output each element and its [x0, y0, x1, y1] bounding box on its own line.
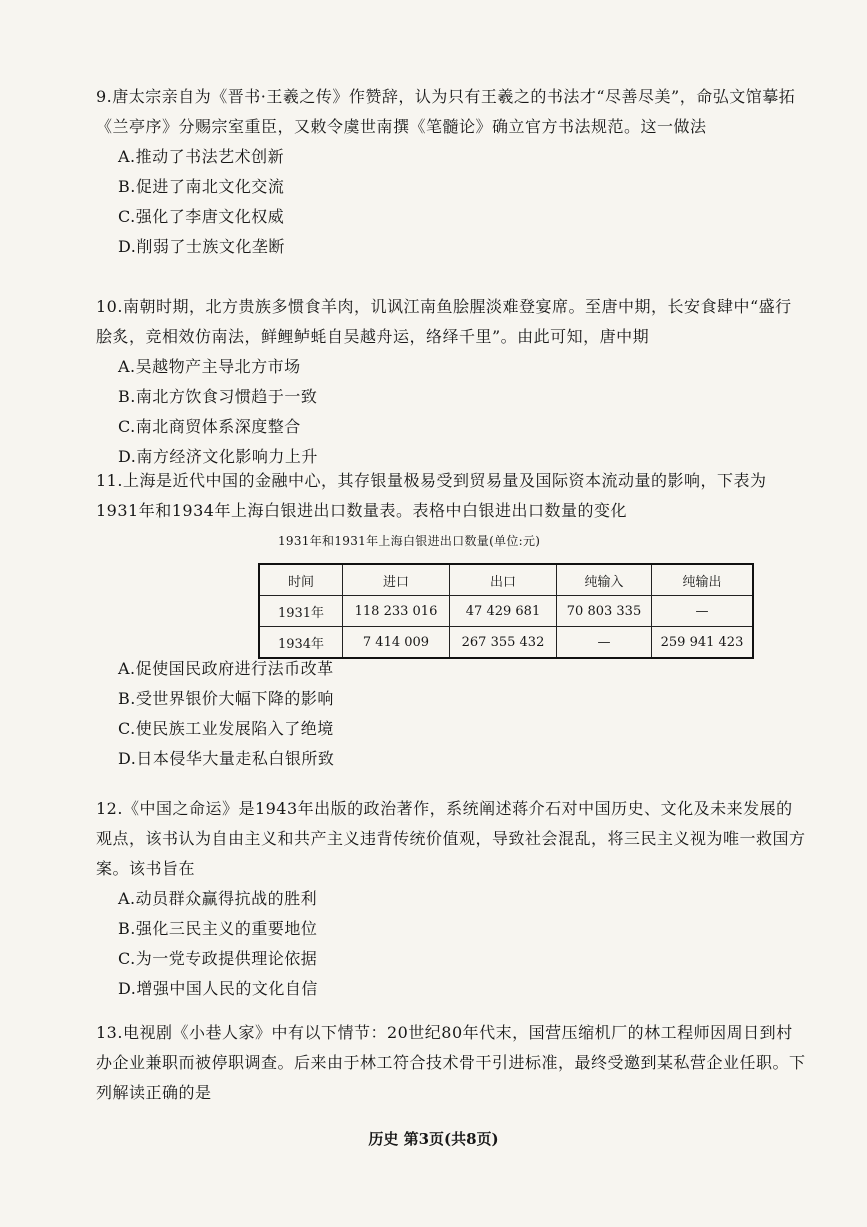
silver-table [258, 563, 754, 659]
table-cell: 118 233 016 [343, 596, 450, 627]
question-9 [96, 82, 808, 262]
question-10 [96, 292, 808, 472]
option-b: B.南北方饮食习惯趋于一致 [118, 387, 318, 406]
page-footer: 历史 第3页(共8页) [368, 1130, 499, 1148]
table-cell: 1931年 [259, 596, 343, 627]
option-d: D.增强中国人民的文化自信 [118, 979, 318, 998]
table-cell: — [652, 596, 754, 627]
option-a: A.推动了书法艺术创新 [118, 147, 285, 166]
question-stem: 13.电视剧《小巷人家》中有以下情节：20世纪80年代末，国营压缩机厂的林工程师因周日到村办企业兼职而被停职调查。后来由于林工符合技术骨干引进标准，最终受邀到某私营企业任职。下列解读正确的是 [96, 1023, 806, 1102]
question-stem: 11.上海是近代中国的金融中心，其存银量极易受到贸易量及国际资本流动量的影响，下表为1931年和1934年上海白银进出口数量表。表格中白银进出口数量的变化 [96, 471, 767, 520]
option-d: D.日本侵华大量走私白银所致 [118, 749, 335, 768]
table-row [259, 596, 753, 627]
option-a: A.吴越物产主导北方市场 [118, 357, 301, 376]
table-cell: — [557, 627, 652, 659]
question-11-options [96, 654, 808, 774]
question-stem: 12.《中国之命运》是1943年出版的政治著作，系统阐述蒋介石对中国历史、文化及未来发展的观点，该书认为自由主义和共产主义违背传统价值观，导致社会混乱，将三民主义视为唯一救国方案。该书旨在 [96, 799, 806, 878]
question-12 [96, 794, 808, 1004]
question-stem: 9.唐太宗亲自为《晋书·王羲之传》作赞辞，认为只有王羲之的书法才“尽善尽美”，命弘文馆摹拓《兰亭序》分赐宗室重臣，又敕令虞世南撰《笔髓论》确立官方书法规范。这一做法 [96, 87, 796, 136]
option-b: B.受世界银价大幅下降的影响 [118, 689, 334, 708]
table-header-row [259, 564, 753, 596]
option-c: C.南北商贸体系深度整合 [118, 417, 301, 436]
table-caption: 1931年和1931年上海白银进出口数量(单位:元) [278, 534, 541, 548]
column-header: 出口 [450, 564, 557, 596]
table-cell: 47 429 681 [450, 596, 557, 627]
option-d: D.削弱了士族文化垄断 [118, 237, 285, 256]
question-stem: 10.南朝时期，北方贵族多惯食羊肉，讥讽江南鱼脍腥淡难登宴席。至唐中期，长安食肆中“盛行脍炙，竞相效仿南法，鲜鲤鲈蚝自吴越舟运，络绎千里”。由此可知，唐中期 [96, 297, 792, 346]
option-c: C.为一党专政提供理论依据 [118, 949, 318, 968]
column-header: 时间 [259, 564, 343, 596]
table-cell: 1934年 [259, 627, 343, 659]
table-cell: 267 355 432 [450, 627, 557, 659]
option-c: C.使民族工业发展陷入了绝境 [118, 719, 334, 738]
option-a: A.促使国民政府进行法币改革 [118, 659, 334, 678]
option-b: B.强化三民主义的重要地位 [118, 919, 318, 938]
question-13 [96, 1018, 808, 1108]
column-header: 纯输出 [652, 564, 754, 596]
option-b: B.促进了南北文化交流 [118, 177, 285, 196]
column-header: 进口 [343, 564, 450, 596]
table-cell: 7 414 009 [343, 627, 450, 659]
option-c: C.强化了李唐文化权威 [118, 207, 285, 226]
table-cell: 259 941 423 [652, 627, 754, 659]
option-d: D.南方经济文化影响力上升 [118, 447, 318, 466]
question-11-stem [96, 466, 808, 526]
option-a: A.动员群众赢得抗战的胜利 [118, 889, 318, 908]
table-cell: 70 803 335 [557, 596, 652, 627]
column-header: 纯输入 [557, 564, 652, 596]
